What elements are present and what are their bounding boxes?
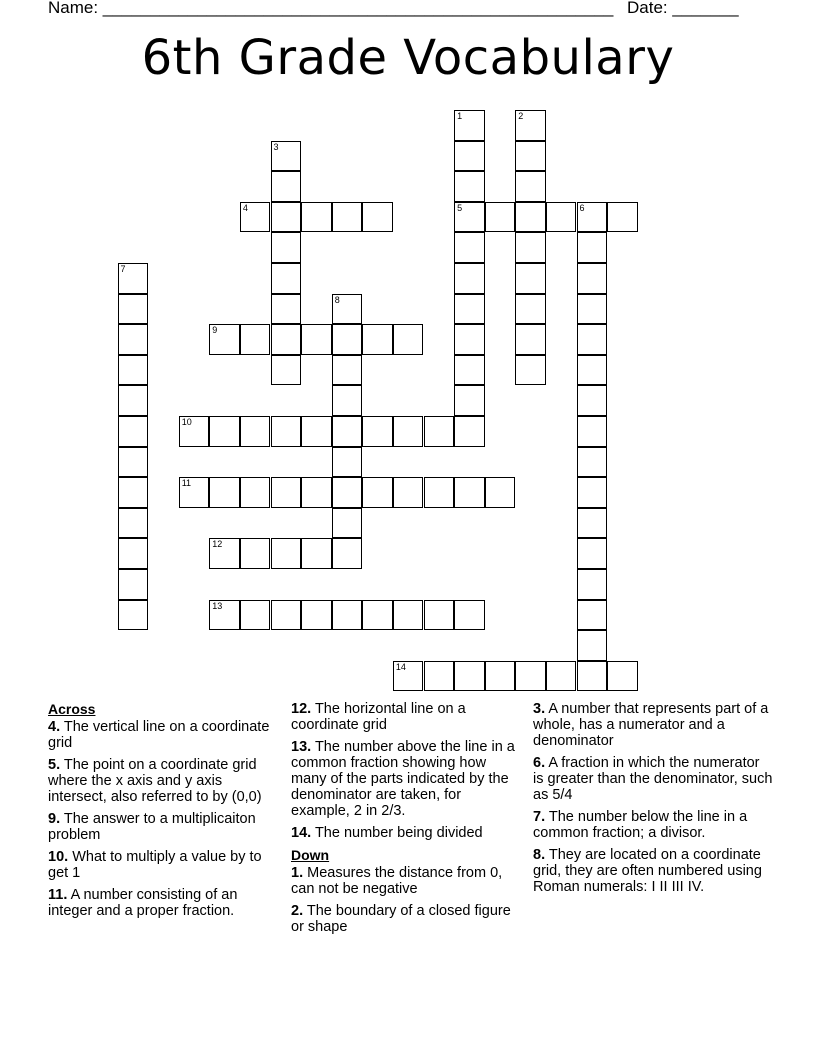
crossword-cell[interactable]: [577, 569, 608, 600]
clue-text: A number consisting of an integer and a proper fraction.: [48, 887, 238, 919]
clue-number: 3.: [533, 701, 546, 717]
clue-number: 5.: [48, 757, 61, 773]
crossword-cell[interactable]: [332, 508, 363, 539]
crossword-cell[interactable]: [424, 416, 455, 447]
crossword-cell[interactable]: [393, 600, 424, 631]
down-heading: Down: [291, 847, 330, 863]
crossword-cell[interactable]: [362, 477, 393, 508]
clue-number-label: 3: [273, 141, 279, 152]
clue-item: [48, 719, 284, 751]
crossword-cell[interactable]: [271, 538, 302, 569]
crossword-cell[interactable]: [577, 202, 608, 233]
crossword-cell[interactable]: [577, 447, 608, 478]
crossword-cell[interactable]: [271, 263, 302, 294]
crossword-cell[interactable]: [118, 600, 149, 631]
crossword-cell[interactable]: [332, 355, 363, 386]
clue-number-label: 9: [212, 325, 218, 336]
crossword-cell[interactable]: [577, 661, 608, 692]
crossword-cell[interactable]: [577, 263, 608, 294]
clue-number: 11.: [48, 887, 68, 903]
crossword-cell[interactable]: [118, 508, 149, 539]
crossword-cell[interactable]: [515, 202, 546, 233]
crossword-cell[interactable]: [240, 202, 271, 233]
clue-text: The horizontal line on a coordinate grid: [291, 701, 466, 733]
crossword-cell[interactable]: [454, 294, 485, 325]
crossword-cell[interactable]: [301, 538, 332, 569]
crossword-cell[interactable]: [118, 416, 149, 447]
crossword-cell[interactable]: [393, 477, 424, 508]
crossword-cell[interactable]: [179, 416, 210, 447]
crossword-cell[interactable]: [301, 202, 332, 233]
clue-number-label: 11: [181, 478, 192, 489]
crossword-cell[interactable]: [577, 630, 608, 661]
clue-number: 1.: [291, 865, 304, 881]
crossword-cell[interactable]: [332, 294, 363, 325]
crossword-cell[interactable]: [118, 263, 149, 294]
crossword-cell[interactable]: [577, 385, 608, 416]
crossword-cell[interactable]: [332, 202, 363, 233]
crossword-cell[interactable]: [271, 416, 302, 447]
crossword-cell[interactable]: [577, 324, 608, 355]
clue-number-label: 10: [181, 417, 192, 427]
crossword-cell[interactable]: [454, 477, 485, 508]
crossword-cell[interactable]: [454, 171, 485, 202]
crossword-cell[interactable]: [118, 477, 149, 508]
clue-number-label: 2: [518, 111, 524, 121]
clues-column-3: [533, 701, 773, 901]
crossword-cell[interactable]: [454, 110, 485, 141]
crossword-cell[interactable]: [485, 202, 516, 233]
crossword-cell[interactable]: [118, 324, 149, 355]
crossword-cell[interactable]: [393, 416, 424, 447]
clue-text: Measures the distance from 0, can not be negative: [291, 865, 503, 897]
crossword-cell[interactable]: [515, 355, 546, 386]
crossword-cell[interactable]: [454, 324, 485, 355]
crossword-cell[interactable]: [454, 141, 485, 172]
crossword-cell[interactable]: [454, 355, 485, 386]
crossword-cell[interactable]: [485, 477, 516, 508]
crossword-cell[interactable]: [271, 324, 302, 355]
crossword-cell[interactable]: [240, 416, 271, 447]
crossword-cell[interactable]: [301, 600, 332, 631]
clue-number-label: 7: [120, 264, 126, 274]
clue-text: A fraction in which the numerator is greater than the denominator, such as 5/4: [533, 755, 773, 803]
clue-number-label: 1: [457, 111, 463, 121]
crossword-cell[interactable]: [577, 538, 608, 569]
crossword-cell[interactable]: [332, 600, 363, 631]
clues-column-2: [291, 701, 523, 941]
crossword-cell[interactable]: [118, 294, 149, 325]
crossword-cell[interactable]: [454, 416, 485, 447]
crossword-cell[interactable]: [240, 600, 271, 631]
clue-text: The number below the line in a common fraction; a divisor.: [533, 809, 748, 841]
clue-number-label: 4: [242, 202, 248, 213]
crossword-cell[interactable]: [209, 477, 240, 508]
crossword-cell[interactable]: [454, 661, 485, 692]
clue-item: [291, 865, 523, 897]
crossword-cell[interactable]: [362, 324, 393, 355]
crossword-cell[interactable]: [362, 202, 393, 233]
crossword-cell[interactable]: [209, 324, 240, 355]
crossword-cell[interactable]: [332, 385, 363, 416]
crossword-cell[interactable]: [515, 324, 546, 355]
crossword-cell[interactable]: [393, 324, 424, 355]
crossword-cell[interactable]: [301, 324, 332, 355]
clue-item: [48, 849, 284, 881]
crossword-cell[interactable]: [515, 263, 546, 294]
crossword-cell[interactable]: [271, 600, 302, 631]
crossword-cell[interactable]: [454, 600, 485, 631]
clue-text: The point on a coordinate grid where the x axis and y axis intersect, also referred to by (0,0): [48, 757, 262, 805]
clue-number-label: 8: [334, 294, 340, 305]
clue-number-label: 14: [395, 661, 406, 672]
crossword-cell[interactable]: [515, 661, 546, 692]
crossword-cell[interactable]: [332, 324, 363, 355]
crossword-cell[interactable]: [577, 508, 608, 539]
clue-item: [533, 701, 773, 749]
crossword-cell[interactable]: [332, 538, 363, 569]
clue-number: 10.: [48, 849, 69, 865]
crossword-cell[interactable]: [118, 355, 149, 386]
crossword-cell[interactable]: [118, 385, 149, 416]
crossword-cell[interactable]: [209, 538, 240, 569]
clue-item: [48, 887, 284, 919]
crossword-cell[interactable]: [271, 171, 302, 202]
crossword-cell[interactable]: [209, 600, 240, 631]
crossword-cell[interactable]: [577, 477, 608, 508]
crossword-cell[interactable]: [515, 110, 546, 141]
clue-item: [291, 739, 523, 819]
crossword-cell[interactable]: [454, 385, 485, 416]
name-line[interactable]: Name: ______________________________________________________: [48, 0, 614, 17]
crossword-cell[interactable]: [577, 600, 608, 631]
crossword-cell[interactable]: [546, 661, 577, 692]
clue-item: [533, 755, 773, 803]
crossword-cell[interactable]: [179, 477, 210, 508]
clue-item: [48, 757, 284, 805]
clue-item: [48, 811, 284, 843]
clue-number-label: 13: [212, 600, 223, 611]
clue-text: A number that represents part of a whole, has a numerator and a denominator: [533, 701, 769, 749]
clue-number: 12.: [291, 701, 312, 717]
crossword-cell[interactable]: [546, 202, 577, 233]
clue-text: The answer to a multiplicaiton problem: [48, 811, 256, 843]
crossword-cell[interactable]: [301, 477, 332, 508]
crossword-cell[interactable]: [240, 324, 271, 355]
crossword-cell[interactable]: [240, 538, 271, 569]
date-line[interactable]: Date: _______: [627, 0, 739, 17]
crossword-cell[interactable]: [332, 447, 363, 478]
crossword-cell[interactable]: [118, 569, 149, 600]
page-title: 6th Grade Vocabulary: [141, 30, 675, 86]
crossword-cell[interactable]: [271, 202, 302, 233]
crossword-cell[interactable]: [301, 416, 332, 447]
clue-item: [533, 847, 773, 895]
crossword-cell[interactable]: [485, 661, 516, 692]
across-heading: Across: [48, 701, 96, 717]
crossword-cell[interactable]: [424, 661, 455, 692]
clue-number-label: 5: [457, 202, 463, 213]
crossword-cell[interactable]: [118, 538, 149, 569]
clue-item: [291, 903, 523, 935]
crossword-cell[interactable]: [577, 416, 608, 447]
crossword-cell[interactable]: [271, 355, 302, 386]
crossword-cell[interactable]: [454, 232, 485, 263]
clue-item: [291, 825, 523, 841]
clue-number: 14.: [291, 825, 312, 841]
crossword-cell[interactable]: [362, 416, 393, 447]
crossword-cell[interactable]: [607, 661, 638, 692]
crossword-cell[interactable]: [271, 294, 302, 325]
clue-number: 9.: [48, 811, 61, 827]
crossword-cell[interactable]: [607, 202, 638, 233]
crossword-cell[interactable]: [271, 141, 302, 172]
clue-text: The number above the line in a common fraction showing how many of the parts indicated by the denominator are taken, for example, 2 in 2/3.: [291, 739, 515, 819]
clue-item: [533, 809, 773, 841]
crossword-cell[interactable]: [424, 600, 455, 631]
crossword-cell[interactable]: [577, 355, 608, 386]
clue-number: 13.: [291, 739, 312, 755]
clue-number: 2.: [291, 903, 304, 919]
clue-text: What to multiply a value by to get 1: [48, 849, 262, 881]
clue-text: They are located on a coordinate grid, they are often numbered using Roman numerals: I II III IV.: [533, 847, 762, 895]
crossword-cell[interactable]: [362, 600, 393, 631]
clue-number: 4.: [48, 719, 61, 735]
clue-number: 7.: [533, 809, 546, 825]
clues-column-1: [48, 701, 284, 925]
crossword-cell[interactable]: [240, 477, 271, 508]
crossword-cell[interactable]: [393, 661, 424, 692]
crossword-cell[interactable]: [515, 141, 546, 172]
crossword-cell[interactable]: [271, 232, 302, 263]
crossword-cell[interactable]: [515, 294, 546, 325]
clue-text: The number being divided: [311, 825, 483, 841]
crossword-cell[interactable]: [454, 263, 485, 294]
crossword-cell[interactable]: [424, 477, 455, 508]
crossword-cell[interactable]: [577, 294, 608, 325]
crossword-cell[interactable]: [515, 171, 546, 202]
crossword-cell[interactable]: [332, 416, 363, 447]
clue-number-label: 12: [212, 539, 223, 550]
clue-text: The vertical line on a coordinate grid: [48, 719, 270, 751]
clue-item: [291, 701, 523, 733]
crossword-cell[interactable]: [454, 202, 485, 233]
crossword-cell[interactable]: [209, 416, 240, 447]
clue-number-label: 6: [579, 202, 585, 213]
crossword-cell[interactable]: [515, 232, 546, 263]
clue-number: 8.: [533, 847, 546, 863]
crossword-cell[interactable]: [577, 232, 608, 263]
crossword-cell[interactable]: [271, 477, 302, 508]
crossword-cell[interactable]: [332, 477, 363, 508]
clue-text: The boundary of a closed figure or shape: [291, 903, 511, 935]
clue-number: 6.: [533, 755, 546, 771]
crossword-cell[interactable]: [118, 447, 149, 478]
